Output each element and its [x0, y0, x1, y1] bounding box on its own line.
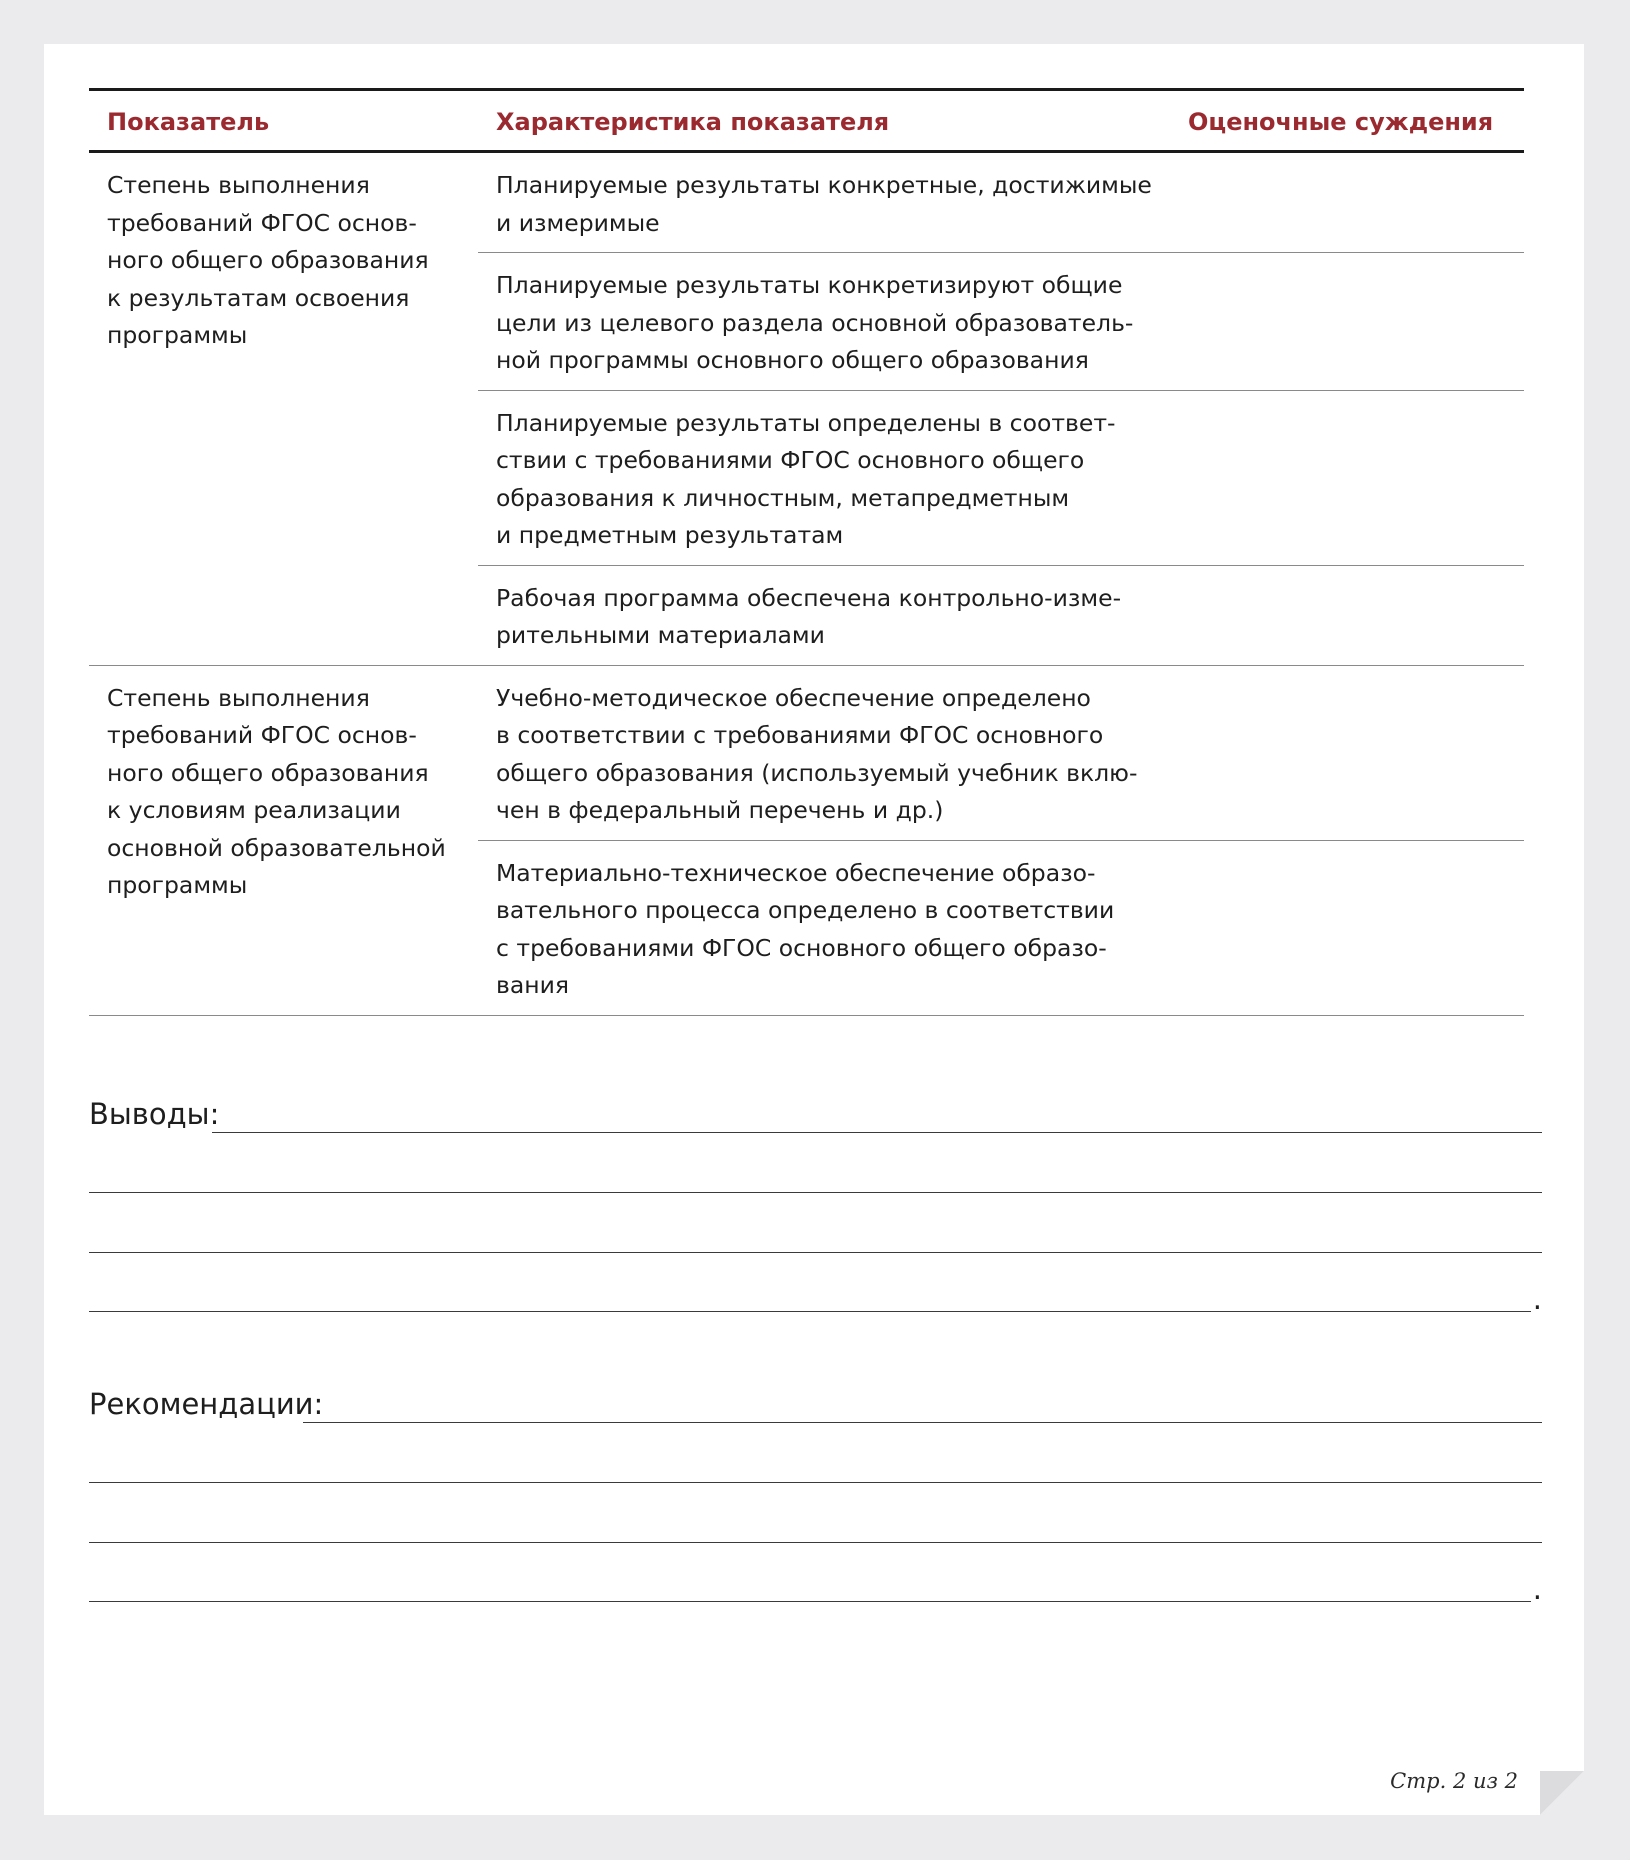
table-header-row: [89, 90, 1524, 152]
characteristic-cell: Планируемые результаты конкретизируют общие цели из целевого раздела основной образователь- ной программы основного общего образования: [478, 253, 1170, 391]
conclusions-line[interactable]: [89, 1133, 1542, 1193]
characteristic-cell: Материально-техническое обеспечение образо- вательного процесса определено в соответствии с требованиями ФГОС основного общего образо- вания: [478, 840, 1170, 1015]
recommendations-end-mark: .: [1532, 1572, 1542, 1606]
judgement-cell[interactable]: [1170, 840, 1524, 1015]
judgement-cell[interactable]: [1170, 390, 1524, 565]
header-judgement: Оценочные суждения: [1170, 90, 1524, 152]
judgement-cell[interactable]: [1170, 665, 1524, 840]
recommendations-label: Рекомендации:: [89, 1387, 324, 1421]
conclusions-end-mark: .: [1532, 1282, 1542, 1316]
document-page: [44, 44, 1584, 1815]
conclusions-line[interactable]: [89, 1193, 1542, 1253]
conclusions-last-line[interactable]: [89, 1253, 1542, 1316]
conclusions-first-line[interactable]: [89, 1074, 1542, 1133]
indicator-cell: Степень выполнения требований ФГОС основ- ного общего образования к результатам освоения программы: [89, 152, 478, 666]
characteristic-cell: Планируемые результаты конкретные, достижимые и измеримые: [478, 152, 1170, 253]
characteristic-cell: Планируемые результаты определены в соответ- ствии с требованиями ФГОС основного общего образования к личностным, метапредметным и предметным результатам: [478, 390, 1170, 565]
recommendations-rule: [89, 1601, 1531, 1602]
judgement-cell[interactable]: [1170, 152, 1524, 253]
judgement-cell[interactable]: [1170, 253, 1524, 391]
conclusions-label: Выводы:: [89, 1097, 220, 1131]
table-row: [89, 665, 1524, 840]
characteristic-cell: Рабочая программа обеспечена контрольно-изме- рительными материалами: [478, 565, 1170, 665]
recommendations-first-line[interactable]: [89, 1364, 1542, 1423]
recommendations-last-line[interactable]: [89, 1543, 1542, 1606]
indicator-cell: Степень выполнения требований ФГОС основ- ного общего образования к условиям реализации основной образовательной программы: [89, 665, 478, 1015]
table-row: [89, 152, 1524, 253]
recommendations-line[interactable]: [89, 1483, 1542, 1543]
header-characteristic: Характеристика показателя: [478, 90, 1170, 152]
criteria-table: [89, 88, 1524, 1016]
conclusions-section: [89, 1074, 1542, 1316]
recommendations-line[interactable]: [89, 1423, 1542, 1483]
header-indicator: Показатель: [89, 90, 478, 152]
conclusions-rule: [89, 1311, 1531, 1312]
page-fold-corner: [1540, 1771, 1584, 1815]
judgement-cell[interactable]: [1170, 565, 1524, 665]
recommendations-section: [89, 1364, 1542, 1606]
page-number: Стр. 2 из 2: [1390, 1769, 1518, 1793]
characteristic-cell: Учебно-методическое обеспечение определено в соответствии с требованиями ФГОС основного общего образования (используемый учебник вклю- чен в федеральный перечень и др.): [478, 665, 1170, 840]
